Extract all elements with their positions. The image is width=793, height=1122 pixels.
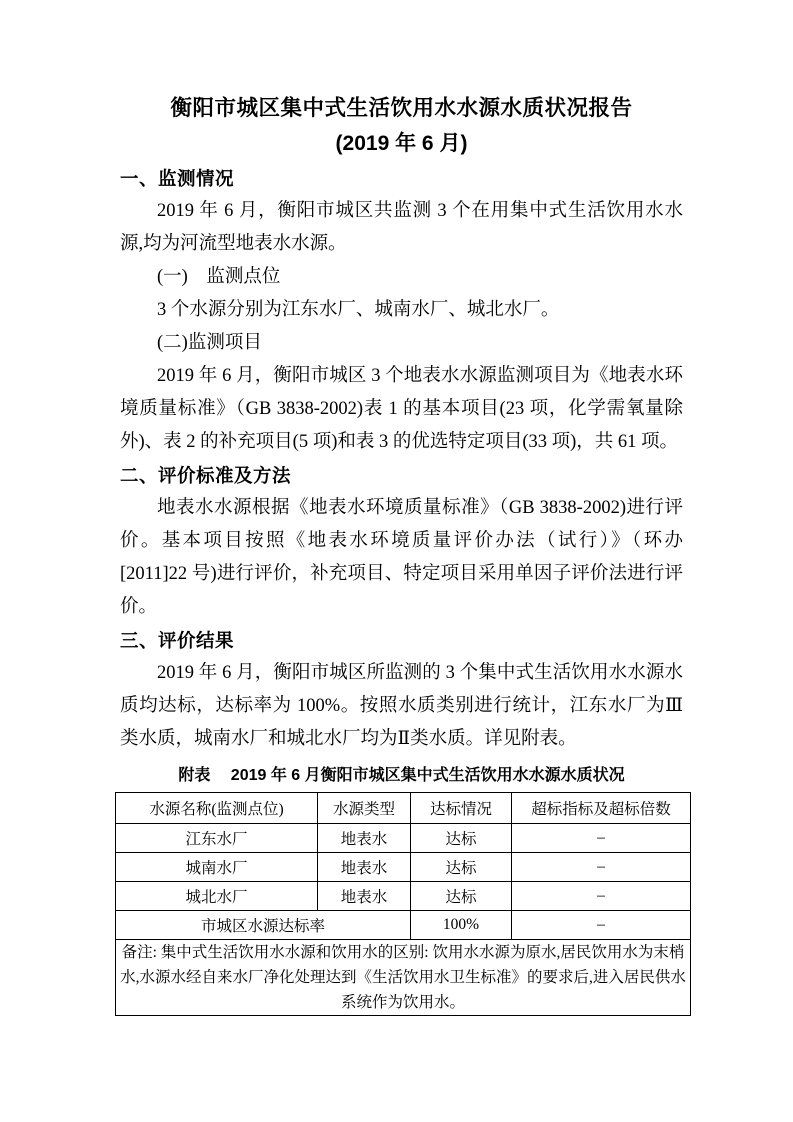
cell-excess-index: – xyxy=(512,853,691,882)
section-3-paragraph-1: 2019 年 6 月，衡阳市城区所监测的 3 个集中式生活饮用水水源水质均达标，达标率为 100%。按照水质类别进行统计，江东水厂为Ⅲ类水质，城南水厂和城北水厂均为Ⅱ类水质。详见附表。 xyxy=(120,663,683,749)
cell-source-type: 地表水 xyxy=(318,882,411,911)
section-1-paragraph-2: 3 个水源分别为江东水厂、城南水厂、城北水厂。 xyxy=(157,300,560,320)
section-2-heading: 二、评价标准及方法 xyxy=(120,465,292,486)
table-note-row xyxy=(116,940,691,1016)
appendix-table-caption: 附表 2019 年 6 月衡阳市城区集中式生活饮用水水源水质状况 xyxy=(178,767,625,784)
table-row xyxy=(116,824,691,853)
table-row xyxy=(116,882,691,911)
cell-source-type: 地表水 xyxy=(318,853,411,882)
section-1-paragraph-1: 2019 年 6 月，衡阳市城区共监测 3 个在用集中式生活饮用水水源,均为河流型地表水水源。 xyxy=(120,201,683,254)
header-excess-index: 超标指标及超标倍数 xyxy=(512,793,691,824)
header-source-type: 水源类型 xyxy=(318,793,411,824)
section-2-paragraph-1: 地表水水源根据《地表水环境质量标准》（GB 3838-2002)进行评价。基本项目按照《地表水环境质量评价办法（试行）》（环办[2011]22 号)进行评价，补充项目、特定项目采用单因子评价法进行评价。 xyxy=(120,498,683,617)
cell-source-name: 城南水厂 xyxy=(116,853,318,882)
table-row xyxy=(116,853,691,882)
document-subtitle: (2019 年 6 月) xyxy=(335,132,468,155)
cell-source-name: 城北水厂 xyxy=(116,882,318,911)
cell-excess-index: – xyxy=(512,824,691,853)
table-note: 备注: 集中式生活饮用水水源和饮用水的区别: 饮用水水源为原水,居民饮用水为末梢水,水源水经自来水厂净化处理达到《生活饮用水卫生标准》的要求后,进入居民供水系统作为饮用水。 xyxy=(116,940,691,1016)
section-3-heading: 三、评价结果 xyxy=(120,630,235,651)
section-1-paragraph-3: 2019 年 6 月，衡阳市城区 3 个地表水水源监测项目为《地表水环境质量标准》（GB 3838-2002)表 1 的基本项目(23 项，化学需氧量除外)、表 2 的补充项目(5 项)和表 3 的优选特定项目(33 项)，共 61 项。 xyxy=(120,366,683,452)
section-1-heading: 一、监测情况 xyxy=(120,168,235,189)
section-1-subheading-2: (二)监测项目 xyxy=(157,333,262,353)
cell-attainment: 达标 xyxy=(411,882,512,911)
cell-source-name: 江东水厂 xyxy=(116,824,318,853)
section-1-subheading-1: (一) 监测点位 xyxy=(157,267,281,287)
table-header-row xyxy=(116,793,691,824)
cell-excess-index: – xyxy=(512,882,691,911)
cell-attainment: 达标 xyxy=(411,824,512,853)
cell-attainment: 达标 xyxy=(411,853,512,882)
header-attainment: 达标情况 xyxy=(411,793,512,824)
document-title: 衡阳市城区集中式生活饮用水水源水质状况报告 xyxy=(170,96,633,120)
summary-excess-index: – xyxy=(512,911,691,940)
cell-source-type: 地表水 xyxy=(318,824,411,853)
water-quality-table xyxy=(115,792,691,1016)
header-source-name: 水源名称(监测点位) xyxy=(116,793,318,824)
table-summary-row xyxy=(116,911,691,940)
summary-label: 市城区水源达标率 xyxy=(116,911,411,940)
summary-attainment-rate: 100% xyxy=(411,911,512,940)
